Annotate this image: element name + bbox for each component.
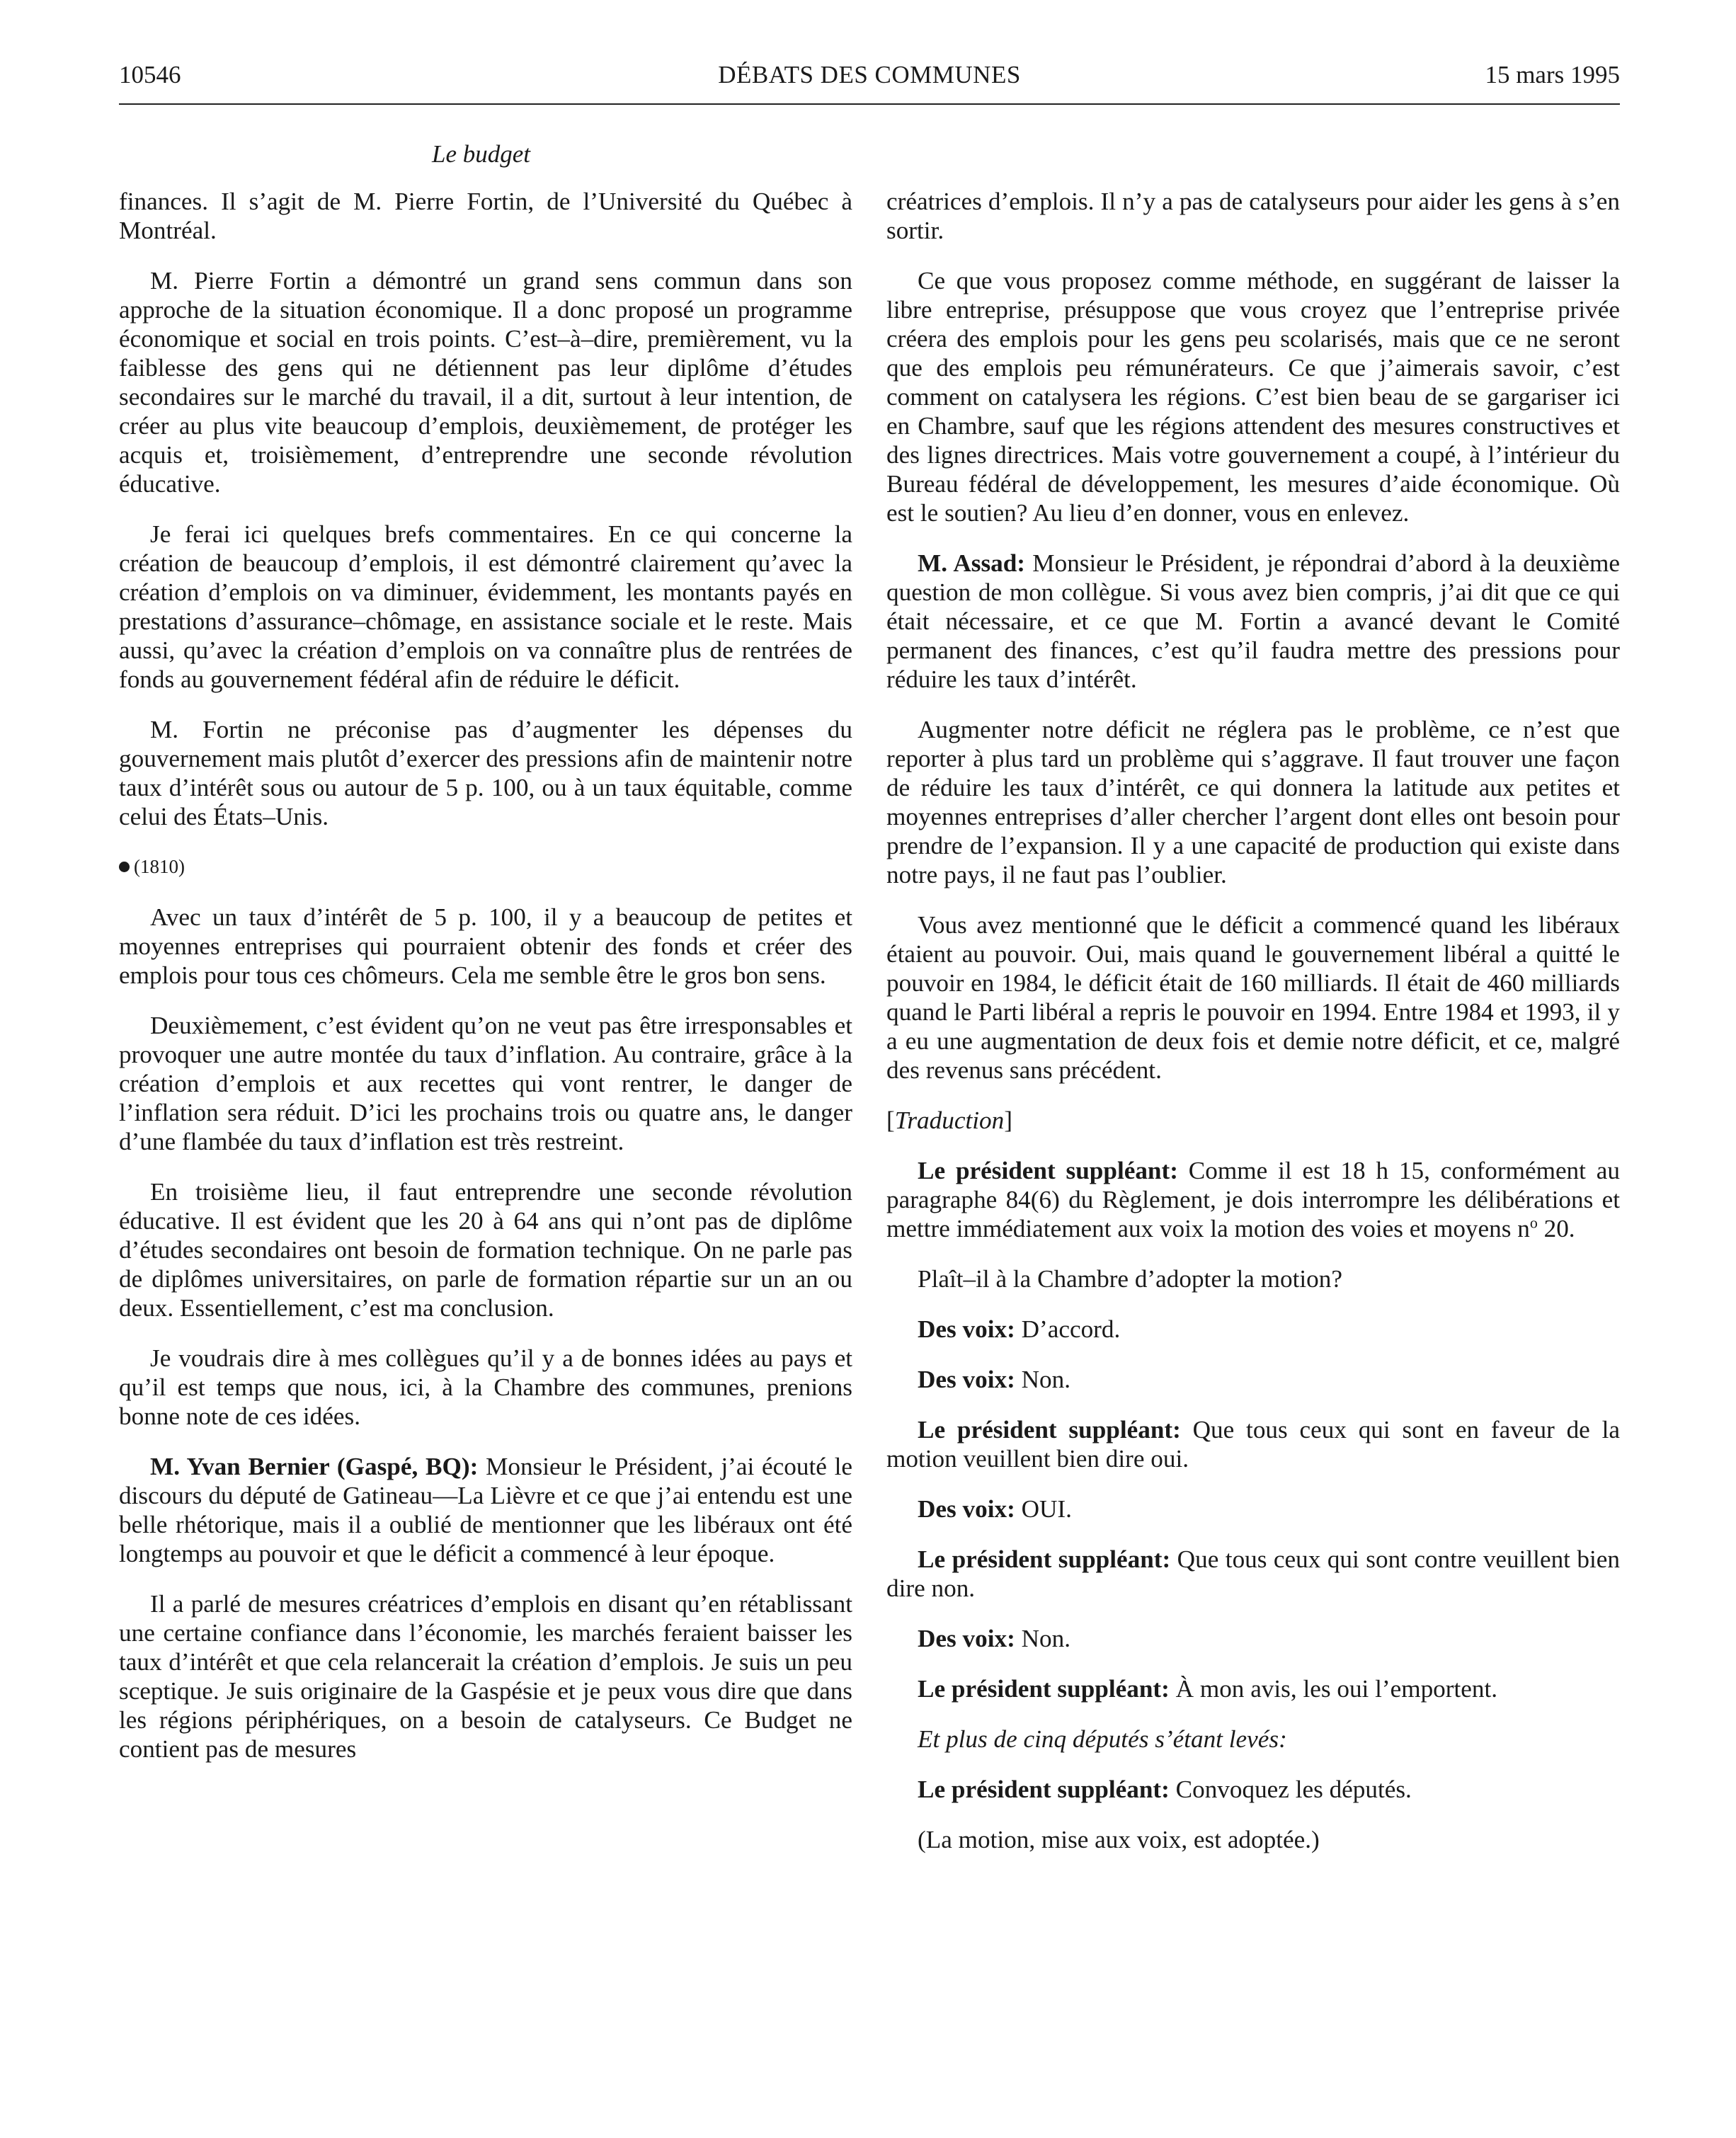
paragraph-text: Augmenter notre déficit ne réglera pas le problème, ce n’est que reporter à plus tard un problème qui s’aggrave. Il faut trouver une façon de réduire les taux d’intérêt, ce qui donnera la latitude aux petites et moyennes entreprises d’aller chercher l’argent dont elles ont besoin pour prendre de l’expansion. Il y a une capacité de production qui existe dans notre pays, il ne faut pas l’oublier.	[886, 716, 1620, 888]
paragraph	[886, 1674, 1620, 1703]
right-column	[886, 187, 1620, 1875]
paragraph-text: M. Pierre Fortin a démontré un grand sens commun dans son approche de la situation économique. Il a donc proposé un programme économique et social en trois points. C’est–à–dire, premièrement, vu la faiblesse des gens qui ne détiennent pas leur diplôme d’études secondaires sur le marché du travail, il a dit, surtout à leur intention, de créer au plus vite beaucoup d’emplois, deuxièmement, de protéger les acquis et, troisièmement, d’entreprendre une seconde révolution éducative.	[119, 267, 852, 498]
time-marker	[119, 852, 852, 881]
paragraph-text: créatrices d’emplois. Il n’y a pas de catalyseurs pour aider les gens à s’en sortir.	[886, 188, 1620, 244]
paragraph	[886, 266, 1620, 527]
paragraph-text: Il a parlé de mesures créatrices d’emplois en disant qu’en rétablissant une certaine confiance dans l’économie, les marchés feraient baisser les taux d’intérêt et que cela relancerait la création d’emplois. Je suis un peu sceptique. Je suis originaire de la Gaspésie et je peux vous dire que dans les régions périphériques, on a besoin de catalyseurs. Ce Budget ne contient pas de mesures	[119, 1590, 852, 1763]
paragraph-text: Deuxièmement, c’est évident qu’on ne veut pas être irresponsables et provoquer une autre montée du taux d’inflation. Au contraire, grâce à la création d’emplois et aux recettes qui vont rentrer, le danger de l’inflation sera réduit. D’ici les prochains trois ou quatre ans, le danger d’une flambée du taux d’inflation est très restreint.	[119, 1012, 852, 1155]
paragraph	[886, 1775, 1620, 1804]
speaker-name: M. Assad:	[918, 549, 1026, 577]
paragraph-text: Et plus de cinq députés s’étant levés:	[918, 1725, 1287, 1753]
paragraph-text: Non.	[1015, 1366, 1070, 1393]
page-number: 10546	[119, 61, 181, 88]
paragraph-text: finances. Il s’agit de M. Pierre Fortin, de l’Université du Québec à Montréal.	[119, 188, 852, 244]
paragraph	[886, 1415, 1620, 1473]
paragraph	[119, 1177, 852, 1322]
paragraph	[119, 903, 852, 990]
publication-date: 15 mars 1995	[1485, 61, 1620, 88]
paragraph	[119, 266, 852, 498]
paragraph	[119, 1344, 852, 1431]
translation-label: Traduction	[894, 1107, 1005, 1134]
bullet-icon	[119, 862, 130, 872]
speaker-name: Le président suppléant:	[918, 1157, 1178, 1184]
publication-title: DÉBATS DES COMMUNES	[718, 61, 1021, 88]
paragraph	[119, 520, 852, 694]
paragraph-text: D’accord.	[1015, 1315, 1121, 1343]
speaker-name: Des voix:	[918, 1315, 1015, 1343]
paragraph	[886, 1624, 1620, 1653]
paragraph	[886, 1365, 1620, 1394]
translation-note: [Traduction]	[886, 1107, 1012, 1134]
speaker-name: M. Yvan Bernier (Gaspé, BQ):	[150, 1453, 479, 1480]
paragraph-text: Non.	[1015, 1625, 1070, 1652]
paragraph-text: Convoquez les députés.	[1169, 1776, 1412, 1803]
paragraph-text: OUI.	[1015, 1495, 1072, 1523]
paragraph-text: M. Fortin ne préconise pas d’augmenter les dépenses du gouvernement mais plutôt d’exercer des pressions afin de maintenir notre taux d’intérêt sous ou autour de 5 p. 100, ou à un taux équitable, comme celui des États–Unis.	[119, 716, 852, 830]
paragraph-text: Monsieur le Président, je répondrai d’abord à la deuxième question de mon collègue. Si vous avez bien compris, j’ai dit que ce qui était nécessaire, et ce que M. Fortin a avancé devant le Comité permanent des finances, c’est qu’il faudra mettre des pressions pour réduire les taux d’intérêt.	[886, 549, 1620, 693]
paragraph	[886, 549, 1620, 694]
paragraph-text: Vous avez mentionné que le déficit a commencé quand les libéraux étaient au pouvoir. Oui, mais quand le gouvernement libéral a quitté le pouvoir en 1984, le déficit était de 160 milliards. Il était de 460 milliards quand le Parti libéral a repris le pouvoir en 1994. Entre 1984 et 1993, il y a eu une augmentation de deux fois et demie notre déficit, et ce, malgré des revenus sans précédent.	[886, 911, 1620, 1084]
paragraph	[886, 187, 1620, 245]
paragraph-text: (La motion, mise aux voix, est adoptée.)	[918, 1826, 1320, 1853]
time-marker-text: (1810)	[134, 856, 185, 877]
document-page	[119, 61, 1620, 1853]
paragraph	[119, 715, 852, 831]
speaker-name: Des voix:	[918, 1495, 1015, 1523]
paragraph	[886, 1156, 1620, 1243]
paragraph	[886, 1494, 1620, 1524]
paragraph	[886, 1545, 1620, 1603]
speaker-name: Des voix:	[918, 1366, 1015, 1393]
paragraph-tail: 20.	[1537, 1215, 1575, 1242]
paragraph-text: Que tous ceux qui sont contre veuillent bien dire non.	[886, 1545, 1620, 1602]
speaker-name: Le président suppléant:	[918, 1675, 1170, 1703]
speaker-name: Le président suppléant:	[918, 1545, 1171, 1573]
left-column	[119, 187, 852, 1875]
speaker-name: Le président suppléant:	[918, 1416, 1181, 1444]
paragraph-text: En troisième lieu, il faut entreprendre une seconde révolution éducative. Il est évident que les 20 à 64 ans qui n’ont pas de diplôme d’études secondaires ont besoin de formation technique. On ne parle pas de diplômes universitaires, on parle de formation répartie sur un an ou deux. Essentiellement, c’est ma conclusion.	[119, 1178, 852, 1322]
paragraph	[886, 1725, 1620, 1754]
running-header	[119, 61, 1620, 101]
paragraph	[886, 1825, 1620, 1854]
paragraph	[886, 715, 1620, 889]
superscript: o	[1529, 1213, 1538, 1232]
paragraph-text: Monsieur le Président, j’ai écouté le discours du député de Gatineau—La Lièvre et ce que j’ai entendu est une belle rhétorique, mais il a oublié de mentionner que les libéraux ont été longtemps au pouvoir et que le déficit a commencé à leur époque.	[119, 1453, 852, 1567]
paragraph-text: Plaît–il à la Chambre d’adopter la motion?	[918, 1265, 1342, 1293]
paragraph-text: Que tous ceux qui sont en faveur de la motion veuillent bien dire oui.	[886, 1416, 1620, 1473]
paragraph-text: Je ferai ici quelques brefs commentaires. En ce qui concerne la création de beaucoup d’emplois, il est démontré clairement qu’avec la création d’emplois on va diminuer, évidemment, les montants payés en prestations d’assurance–chômage, en assistance sociale et le reste. Mais aussi, qu’avec la création d’emplois on va connaître plus de rentrées de fonds au gouvernement fédéral afin de réduire le déficit.	[119, 520, 852, 693]
speaker-name: Le président suppléant:	[918, 1776, 1170, 1803]
paragraph-text: Je voudrais dire à mes collègues qu’il y a de bonnes idées au pays et qu’il est temps que nous, ici, à la Chambre des communes, prenions bonne note de ces idées.	[119, 1344, 852, 1430]
paragraph-text: Ce que vous proposez comme méthode, en suggérant de laisser la libre entreprise, présuppose que vous croyez que l’entreprise privée créera des emplois pour les gens peu scolarisés, mais que ce ne seront que des emplois peu rémunérateurs. Ce que j’aimerais savoir, c’est comment on catalysera les régions. C’est bien beau de se gargariser ici en Chambre, sauf que les régions attendent des mesures constructives et des lignes directrices. Mais votre gouvernement a coupé, à l’intérieur du Bureau fédéral de développement, les mesures d’aide économique. Où est le soutien? Au lieu d’en donner, vous en enlevez.	[886, 267, 1620, 527]
paragraph	[886, 1315, 1620, 1344]
text-columns	[119, 187, 1620, 1875]
section-title: Le budget	[431, 140, 530, 168]
paragraph	[119, 1452, 852, 1568]
paragraph	[119, 187, 852, 245]
paragraph	[119, 1589, 852, 1763]
paragraph-text: À mon avis, les oui l’emportent.	[1169, 1675, 1498, 1703]
header-rule	[119, 103, 1620, 105]
paragraph-text: Avec un taux d’intérêt de 5 p. 100, il y a beaucoup de petites et moyennes entreprises qui pourraient obtenir des fonds et créer des emplois pour tous ces chômeurs. Cela me semble être le gros bon sens.	[119, 903, 852, 989]
speaker-name: Des voix:	[918, 1625, 1015, 1652]
paragraph-text: Comme il est 18 h 15, conformément au paragraphe 84(6) du Règlement, je dois interrompre les délibérations et mettre immédiatement aux voix la motion des voies et moyens n	[886, 1157, 1620, 1242]
paragraph	[119, 1011, 852, 1156]
paragraph	[886, 1264, 1620, 1293]
paragraph	[886, 910, 1620, 1085]
